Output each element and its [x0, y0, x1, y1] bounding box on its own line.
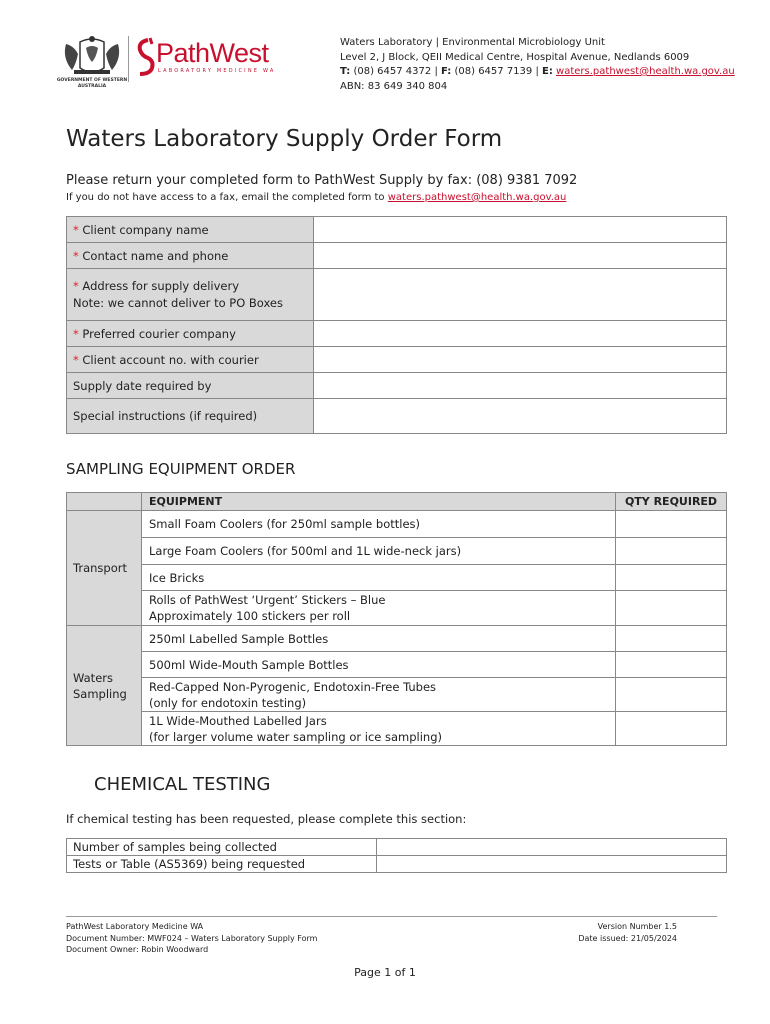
page-title: Waters Laboratory Supply Order Form: [66, 126, 503, 152]
equipment-item: Rolls of PathWest ‘Urgent’ Stickers – Blue Approximately 100 stickers per roll: [142, 591, 616, 626]
field-label: * Address for supply delivery Note: we cannot deliver to PO Boxes: [67, 269, 314, 321]
header-divider: [128, 36, 129, 82]
delivery-address-input[interactable]: [314, 269, 727, 321]
government-logo-text: GOVERNMENT OF WESTERN AUSTRALIA: [56, 78, 128, 89]
table-row: [67, 652, 727, 678]
page-number: Page 1 of 1: [354, 966, 416, 979]
field-label: * Client company name: [67, 217, 314, 243]
category-cell: Transport: [67, 511, 142, 626]
footer-right: [578, 921, 677, 944]
client-company-input[interactable]: [314, 217, 727, 243]
equipment-column-header: EQUIPMENT: [142, 493, 616, 511]
special-instructions-input[interactable]: [314, 399, 727, 434]
chemical-table: [66, 838, 727, 873]
category-header: [67, 493, 142, 511]
fax-label: F:: [441, 66, 452, 77]
table-row: [67, 217, 727, 243]
qty-input[interactable]: [616, 712, 727, 746]
table-row: [67, 856, 727, 873]
equipment-item: 1L Wide-Mouthed Labelled Jars (for larger volume water sampling or ice sampling): [142, 712, 616, 746]
footer-divider: [66, 916, 717, 917]
qty-input[interactable]: [616, 538, 727, 565]
sample-count-input[interactable]: [377, 839, 727, 856]
brand-name: PathWest: [156, 38, 269, 68]
field-note: Note: we cannot deliver to PO Boxes: [73, 295, 283, 310]
table-row: [67, 511, 727, 538]
equipment-table: [66, 492, 727, 746]
table-row: [67, 347, 727, 373]
fax-number: (08) 6457 7139: [454, 66, 533, 77]
required-mark: *: [73, 222, 79, 237]
email-instructions: [66, 192, 566, 203]
qty-input[interactable]: [616, 626, 727, 652]
abn: ABN: 83 649 340 804: [340, 80, 448, 92]
chem-field-label: Tests or Table (AS5369) being requested: [67, 856, 377, 873]
equipment-item: 500ml Wide-Mouth Sample Bottles: [142, 652, 616, 678]
table-row: [67, 591, 727, 626]
tests-requested-input[interactable]: [377, 856, 727, 873]
qty-input[interactable]: [616, 591, 727, 626]
table-row: [67, 243, 727, 269]
contact-phone-line: T: (08) 6457 4372 | F: (08) 6457 7139 | E: waters.pathwest@health.wa.gov.au: [340, 66, 735, 77]
category-cell: Waters Sampling: [67, 626, 142, 746]
field-label: * Preferred courier company: [67, 321, 314, 347]
courier-account-input[interactable]: [314, 347, 727, 373]
qty-input[interactable]: [616, 678, 727, 712]
header-email-link[interactable]: waters.pathwest@health.wa.gov.au: [556, 66, 735, 77]
equipment-item: Large Foam Coolers (for 500ml and 1L wide-neck jars): [142, 538, 616, 565]
sampling-section-title: SAMPLING EQUIPMENT ORDER: [66, 460, 296, 478]
chemical-section-title: CHEMICAL TESTING: [94, 774, 271, 795]
instructions-email-link[interactable]: waters.pathwest@health.wa.gov.au: [387, 192, 567, 203]
chem-field-label: Number of samples being collected: [67, 839, 377, 856]
table-row: [67, 565, 727, 591]
footer-left: [66, 921, 317, 956]
contact-block: [340, 36, 735, 94]
client-details-table: [66, 216, 727, 434]
contact-unit: Waters Laboratory | Environmental Microbiology Unit: [340, 37, 605, 48]
phone-number: (08) 6457 4372: [353, 66, 432, 77]
field-label: Supply date required by: [67, 373, 314, 399]
equipment-item: Small Foam Coolers (for 250ml sample bottles): [142, 511, 616, 538]
footer-date: Date issued: 21/05/2024: [578, 933, 677, 943]
email-label: E:: [542, 66, 553, 77]
contact-name-phone-input[interactable]: [314, 243, 727, 269]
required-mark: *: [73, 326, 79, 341]
equipment-item: Ice Bricks: [142, 565, 616, 591]
qty-input[interactable]: [616, 652, 727, 678]
table-row: [67, 839, 727, 856]
footer-doc-owner: Document Owner: Robin Woodward: [66, 945, 209, 954]
field-label: * Contact name and phone: [67, 243, 314, 269]
supply-date-input[interactable]: [314, 373, 727, 399]
brand-subtitle: LABORATORY MEDICINE WA: [158, 68, 276, 74]
footer-version: Version Number 1.5: [597, 922, 677, 931]
footer-org: PathWest Laboratory Medicine WA: [66, 922, 204, 931]
qty-input[interactable]: [616, 511, 727, 538]
table-row: [67, 269, 727, 321]
table-row: [67, 678, 727, 712]
required-mark: *: [73, 352, 79, 367]
phone-label: T:: [340, 66, 351, 77]
footer-doc-number: Document Number: MWF024 – Waters Laboratory Supply Form: [66, 933, 318, 943]
field-label: Special instructions (if required): [67, 399, 314, 434]
table-row: [67, 538, 727, 565]
contact-address: Level 2, J Block, QEII Medical Centre, Hospital Avenue, Nedlands 6009: [340, 51, 690, 63]
chemical-intro: If chemical testing has been requested, please complete this section:: [66, 812, 467, 826]
qty-input[interactable]: [616, 565, 727, 591]
table-row: [67, 373, 727, 399]
required-mark: *: [73, 278, 79, 293]
equipment-item: 250ml Labelled Sample Bottles: [142, 626, 616, 652]
qty-column-header: QTY REQUIRED: [616, 493, 727, 511]
table-header-row: [67, 493, 727, 511]
equipment-item: Red-Capped Non-Pyrogenic, Endotoxin-Free Tubes (only for endotoxin testing): [142, 678, 616, 712]
table-row: [67, 321, 727, 347]
return-instructions: Please return your completed form to PathWest Supply by fax: (08) 9381 7092: [66, 173, 578, 188]
courier-company-input[interactable]: [314, 321, 727, 347]
table-row: [67, 626, 727, 652]
field-label: * Client account no. with courier: [67, 347, 314, 373]
email-instructions-text: If you do not have access to a fax, email the completed form to: [66, 192, 385, 203]
required-mark: *: [73, 248, 79, 263]
table-row: [67, 712, 727, 746]
table-row: [67, 399, 727, 434]
